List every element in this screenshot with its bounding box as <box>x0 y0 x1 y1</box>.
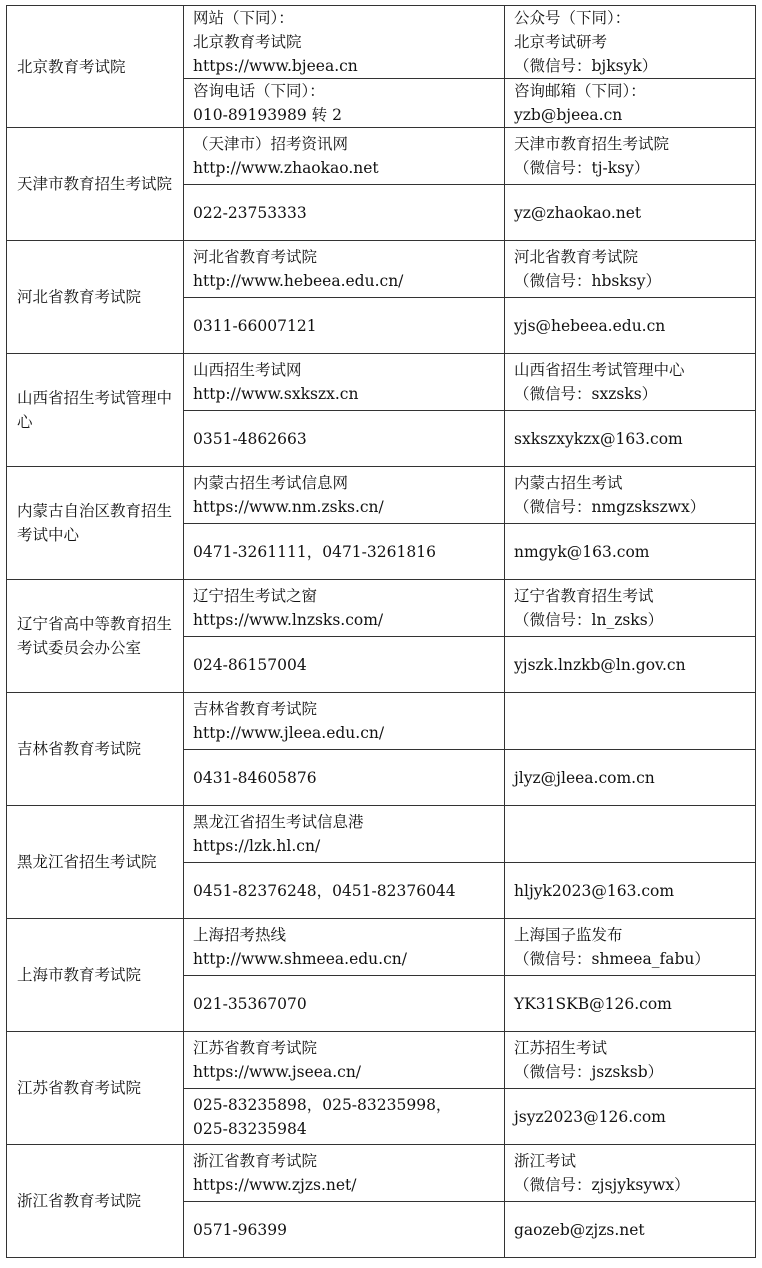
website-cell <box>184 6 505 79</box>
cell-line: （微信号：ln_zsks） <box>514 611 664 629</box>
wechat-cell <box>505 919 756 976</box>
cell-line: http://www.shmeea.edu.cn/ <box>193 950 407 968</box>
phone-cell <box>184 863 505 919</box>
institution-name-text: 河北省教育考试院 <box>17 288 142 306</box>
email-cell <box>505 298 756 354</box>
cell-line: 山西招生考试网 <box>193 361 302 379</box>
email-cell <box>505 976 756 1032</box>
cell-line: 025-83235898，025-83235998， <box>193 1095 452 1114</box>
email-cell <box>505 863 756 919</box>
cell-line: http://www.jleea.edu.cn/ <box>193 724 385 742</box>
cell-line: http://www.hebeea.edu.cn/ <box>193 272 404 290</box>
wechat-cell <box>505 241 756 298</box>
cell-line: 浙江省教育考试院 <box>193 1152 318 1170</box>
cell-line: 辽宁省教育招生考试 <box>514 587 654 605</box>
institution-name-text: 辽宁省高中等教育招生考试委员会办公室 <box>17 615 173 657</box>
institution-name-text: 浙江省教育考试院 <box>17 1192 142 1210</box>
cell-line: 0571-96399 <box>193 1220 287 1239</box>
email-cell <box>505 524 756 580</box>
cell-line: （微信号：nmgzskszwx） <box>514 498 706 516</box>
wechat-cell <box>505 354 756 411</box>
institution-name <box>7 241 184 354</box>
wechat-cell <box>505 806 756 863</box>
website-cell <box>184 919 505 976</box>
institution-name <box>7 6 184 128</box>
cell-line: 浙江考试 <box>514 1152 577 1170</box>
email-cell <box>505 637 756 693</box>
cell-line: gaozeb@zjzs.net <box>514 1220 645 1239</box>
wechat-cell <box>505 6 756 79</box>
cell-line: http://www.sxkszx.cn <box>193 385 359 403</box>
cell-line: 黑龙江省招生考试信息港 <box>193 813 364 831</box>
institution-name <box>7 467 184 580</box>
table-row <box>7 354 756 411</box>
table-row <box>7 806 756 863</box>
cell-line: 025-83235984 <box>193 1119 307 1138</box>
cell-line: YK31SKB@126.com <box>514 994 672 1013</box>
cell-line: （天津市）招考资讯网 <box>193 135 349 153</box>
phone-cell <box>184 411 505 467</box>
website-cell <box>184 128 505 185</box>
email-cell <box>505 185 756 241</box>
cell-line: 0311-66007121 <box>193 316 317 335</box>
cell-line: 网站（下同）： <box>193 9 294 27</box>
table-row <box>7 467 756 524</box>
table-row <box>7 919 756 976</box>
cell-line: 北京考试研考 <box>514 33 608 51</box>
cell-line: jsyz2023@126.com <box>514 1107 666 1126</box>
cell-line: （微信号：jszsksb） <box>514 1063 664 1081</box>
institution-name-text: 黑龙江省招生考试院 <box>17 853 157 871</box>
cell-line: 0451-82376248，0451-82376044 <box>193 881 456 900</box>
email-cell <box>505 750 756 806</box>
table-row <box>7 580 756 637</box>
cell-line: nmgyk@163.com <box>514 542 650 561</box>
cell-line: sxkszxykzx@163.com <box>514 429 683 448</box>
cell-line: 上海国子监发布 <box>514 926 623 944</box>
cell-line: yjszk.lnzkb@ln.gov.cn <box>514 655 686 674</box>
cell-line: 江苏招生考试 <box>514 1039 608 1057</box>
table-row <box>7 241 756 298</box>
institution-name <box>7 806 184 919</box>
phone-cell <box>184 1089 505 1145</box>
cell-line: （微信号：tj-ksy） <box>514 159 650 177</box>
website-cell <box>184 806 505 863</box>
contact-table <box>6 5 756 1258</box>
wechat-cell <box>505 128 756 185</box>
institution-name-text: 北京教育考试院 <box>17 57 126 76</box>
website-cell <box>184 693 505 750</box>
wechat-cell <box>505 467 756 524</box>
table-row <box>7 6 756 79</box>
cell-line: https://www.jseea.cn/ <box>193 1063 362 1081</box>
institution-name-text: 山西省招生考试管理中心 <box>17 389 173 431</box>
institution-name-text: 吉林省教育考试院 <box>17 740 142 758</box>
cell-line: （微信号：zjsjyksywx） <box>514 1176 690 1194</box>
wechat-cell <box>505 580 756 637</box>
wechat-cell <box>505 1032 756 1089</box>
cell-line: 021-35367070 <box>193 994 307 1013</box>
table-row <box>7 1032 756 1089</box>
cell-line: 山西省招生考试管理中心 <box>514 361 685 379</box>
phone-cell <box>184 79 505 128</box>
cell-line: 吉林省教育考试院 <box>193 700 318 718</box>
cell-line: 0431-84605876 <box>193 768 317 787</box>
cell-line: 022-23753333 <box>193 203 307 222</box>
institution-name <box>7 1032 184 1145</box>
cell-line: https://www.bjeea.cn <box>193 57 358 75</box>
wechat-cell <box>505 1145 756 1202</box>
wechat-cell <box>505 693 756 750</box>
cell-line: （微信号：sxzsks） <box>514 385 658 403</box>
email-cell <box>505 79 756 128</box>
website-cell <box>184 354 505 411</box>
institution-name <box>7 354 184 467</box>
phone-cell <box>184 637 505 693</box>
cell-line: 江苏省教育考试院 <box>193 1039 318 1057</box>
phone-cell <box>184 750 505 806</box>
email-cell <box>505 1089 756 1145</box>
phone-cell <box>184 185 505 241</box>
institution-name-text: 天津市教育招生考试院 <box>17 175 173 193</box>
website-cell <box>184 1145 505 1202</box>
institution-name <box>7 128 184 241</box>
cell-line: 北京教育考试院 <box>193 33 302 51</box>
cell-line: 0351-4862663 <box>193 429 307 448</box>
cell-line: 内蒙古招生考试信息网 <box>193 474 349 492</box>
institution-name-text: 江苏省教育考试院 <box>17 1079 142 1097</box>
cell-line: 河北省教育考试院 <box>193 248 318 266</box>
website-cell <box>184 241 505 298</box>
cell-line: jlyz@jleea.com.cn <box>514 768 655 787</box>
cell-line: 辽宁招生考试之窗 <box>193 587 318 605</box>
cell-line: （微信号：hbsksy） <box>514 272 661 290</box>
table-row <box>7 693 756 750</box>
cell-line: https://www.lnzsks.com/ <box>193 611 384 629</box>
cell-line: 内蒙古招生考试 <box>514 474 623 492</box>
cell-line: 天津市教育招生考试院 <box>514 135 670 153</box>
email-cell <box>505 1202 756 1258</box>
cell-line: 河北省教育考试院 <box>514 248 639 266</box>
cell-line: https://www.zjzs.net/ <box>193 1176 357 1194</box>
table-row <box>7 1145 756 1202</box>
cell-line: yzb@bjeea.cn <box>514 106 623 124</box>
cell-line: yjs@hebeea.edu.cn <box>514 316 666 335</box>
institution-name <box>7 919 184 1032</box>
website-cell <box>184 467 505 524</box>
cell-line: 上海招考热线 <box>193 926 287 944</box>
institution-name <box>7 580 184 693</box>
cell-line: 公众号（下同）： <box>514 9 631 27</box>
institution-name <box>7 1145 184 1258</box>
institution-name-text: 内蒙古自治区教育招生考试中心 <box>17 502 173 544</box>
cell-line: （微信号：shmeea_fabu） <box>514 950 710 968</box>
institution-name-text: 上海市教育考试院 <box>17 966 142 984</box>
contact-table-body <box>7 6 756 1258</box>
cell-line: （微信号：bjksyk） <box>514 57 658 75</box>
phone-cell <box>184 1202 505 1258</box>
cell-line: https://lzk.hl.cn/ <box>193 837 321 855</box>
table-row <box>7 128 756 185</box>
cell-line: yz@zhaokao.net <box>514 203 642 222</box>
website-cell <box>184 580 505 637</box>
cell-line: 010-89193989 转 2 <box>193 106 342 124</box>
cell-line: hljyk2023@163.com <box>514 881 675 900</box>
cell-line: 咨询电话（下同）： <box>193 82 325 100</box>
phone-cell <box>184 298 505 354</box>
cell-line: https://www.nm.zsks.cn/ <box>193 498 384 516</box>
email-cell <box>505 411 756 467</box>
cell-line: 0471-3261111，0471-3261816 <box>193 542 436 561</box>
website-cell <box>184 1032 505 1089</box>
institution-name <box>7 693 184 806</box>
phone-cell <box>184 976 505 1032</box>
cell-line: 咨询邮箱（下同）： <box>514 82 646 100</box>
cell-line: 024-86157004 <box>193 655 307 674</box>
cell-line: http://www.zhaokao.net <box>193 159 379 177</box>
phone-cell <box>184 524 505 580</box>
